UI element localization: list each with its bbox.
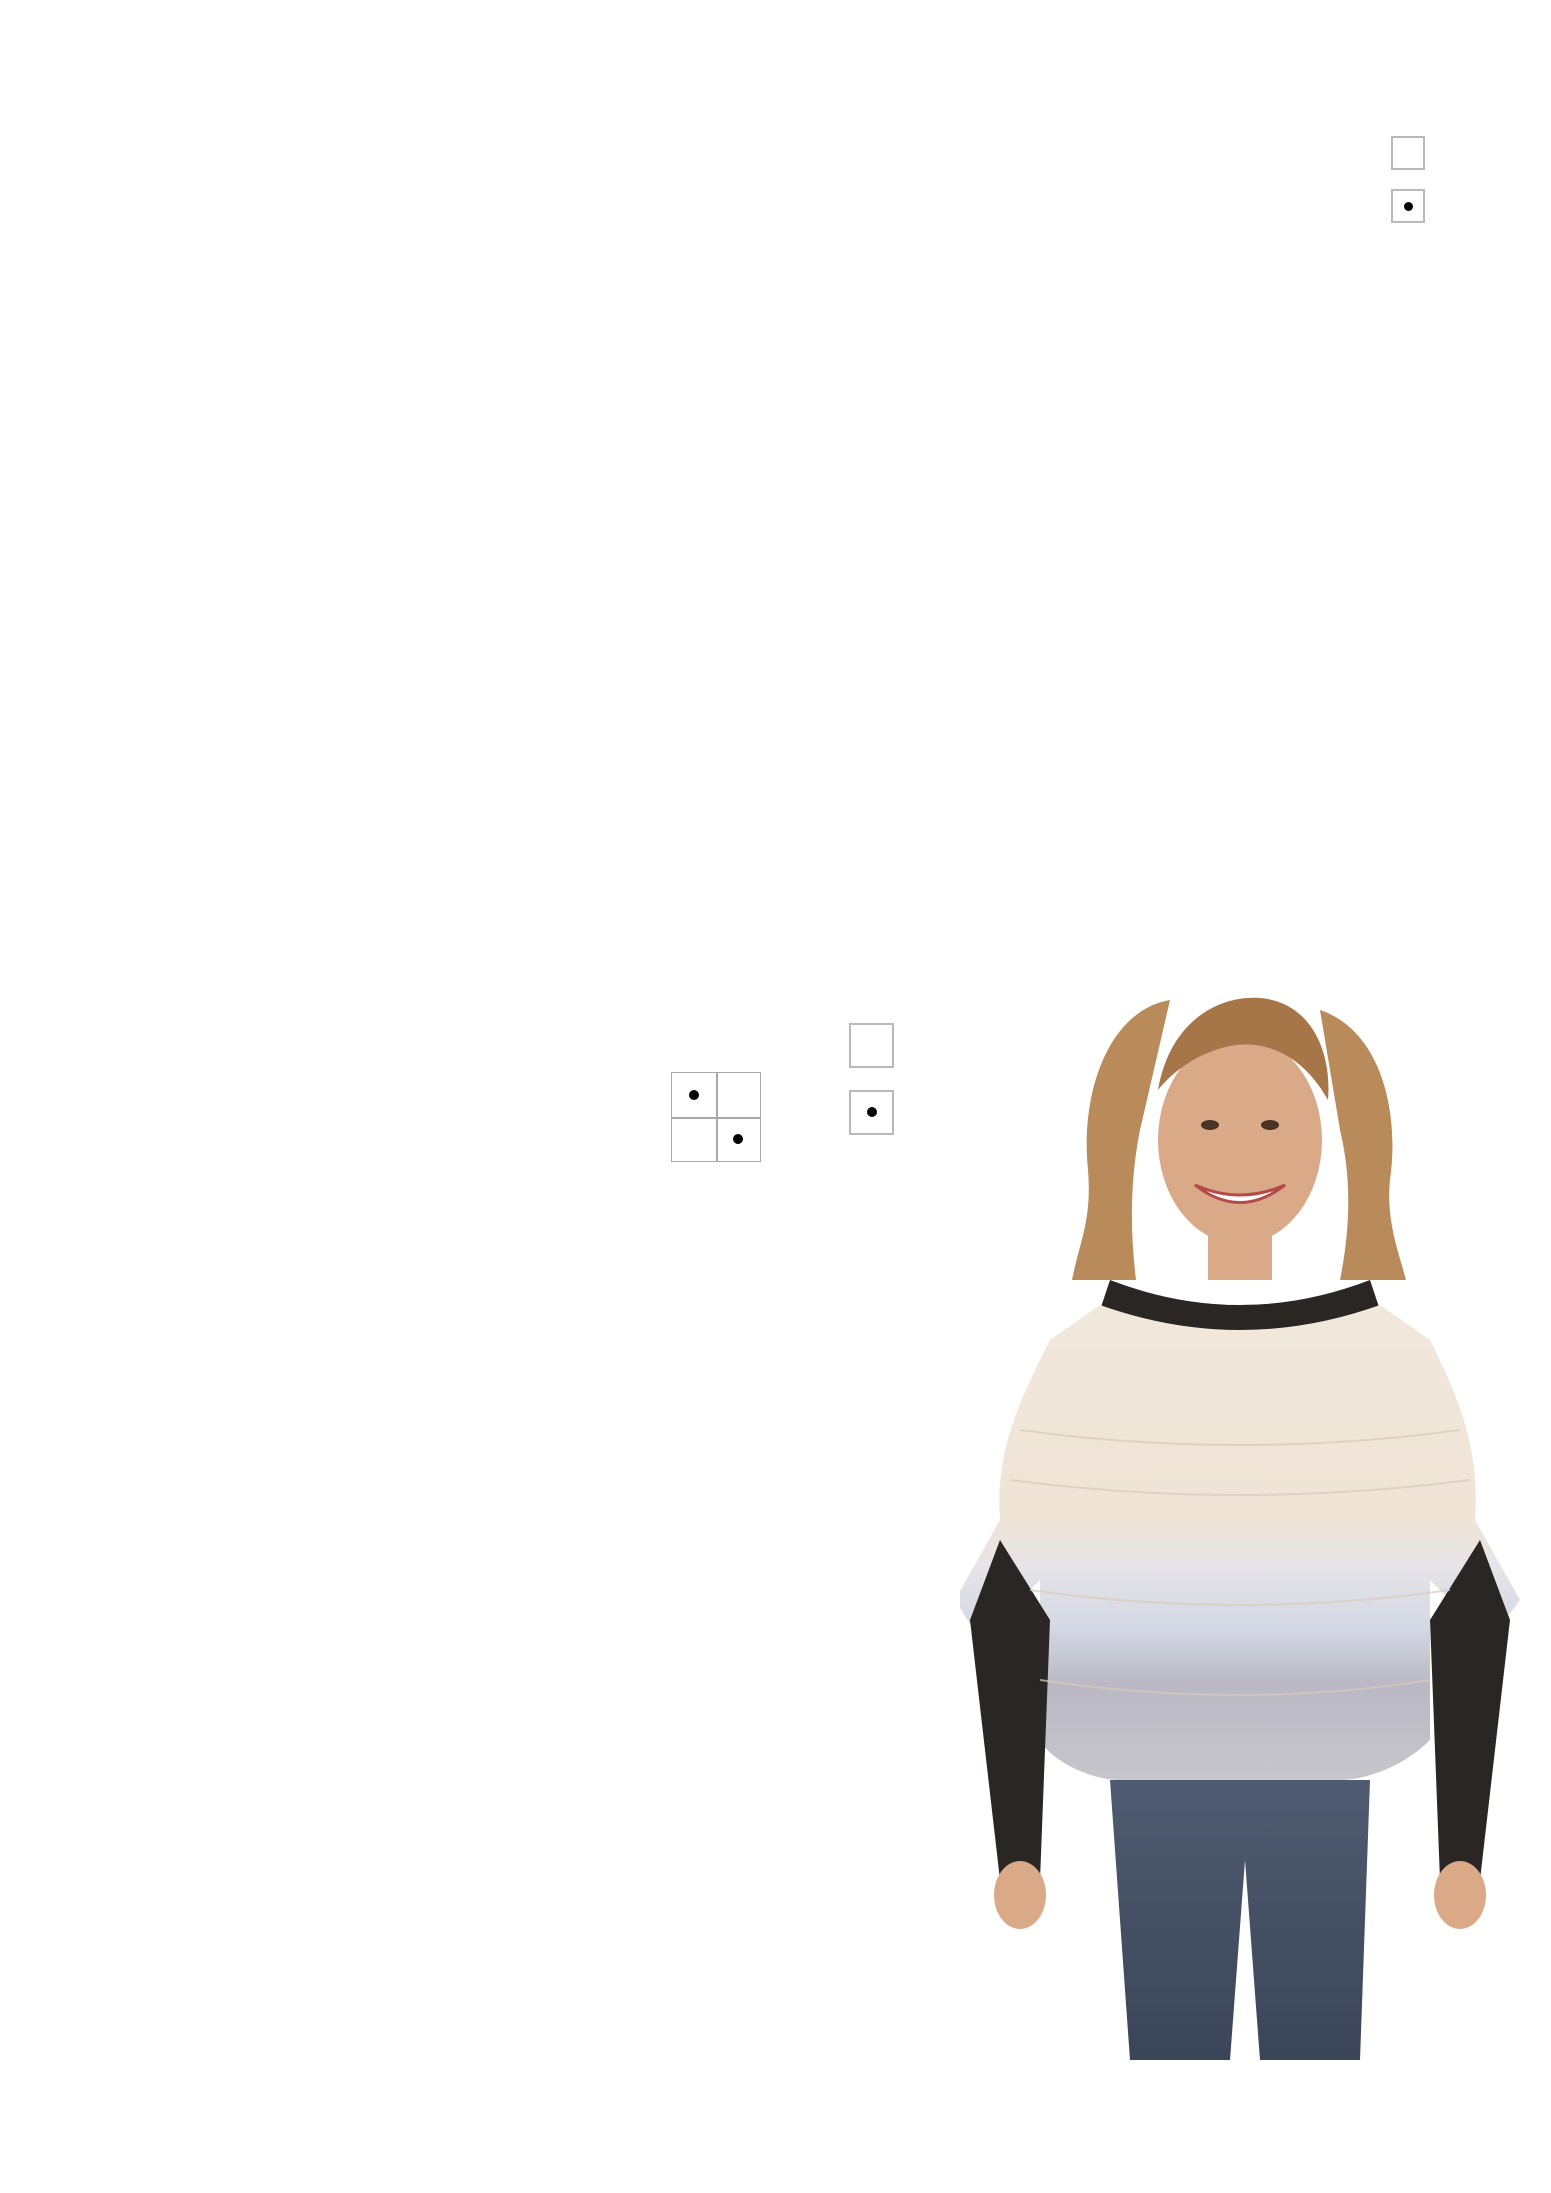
m5-legend-rechts-box [849,1023,894,1068]
m5-grid [671,1072,761,1162]
muster-6-chart [560,140,1340,970]
legend-rechts-box [1391,136,1425,170]
m5-dot-r1-c1 [733,1134,743,1144]
legend-links-box [1391,189,1425,223]
footer-ornament [640,2068,910,2193]
left-column [75,130,527,255]
m5-grid-hline [672,1117,760,1119]
m5-legend-links-dot [867,1107,877,1117]
m5-legend-links-box [849,1090,894,1135]
legend-links-dot [1404,202,1413,211]
model-photo [960,980,1520,2060]
m5-dot-r2-c2 [689,1090,699,1100]
muster-7-8-text [559,1227,1019,1320]
